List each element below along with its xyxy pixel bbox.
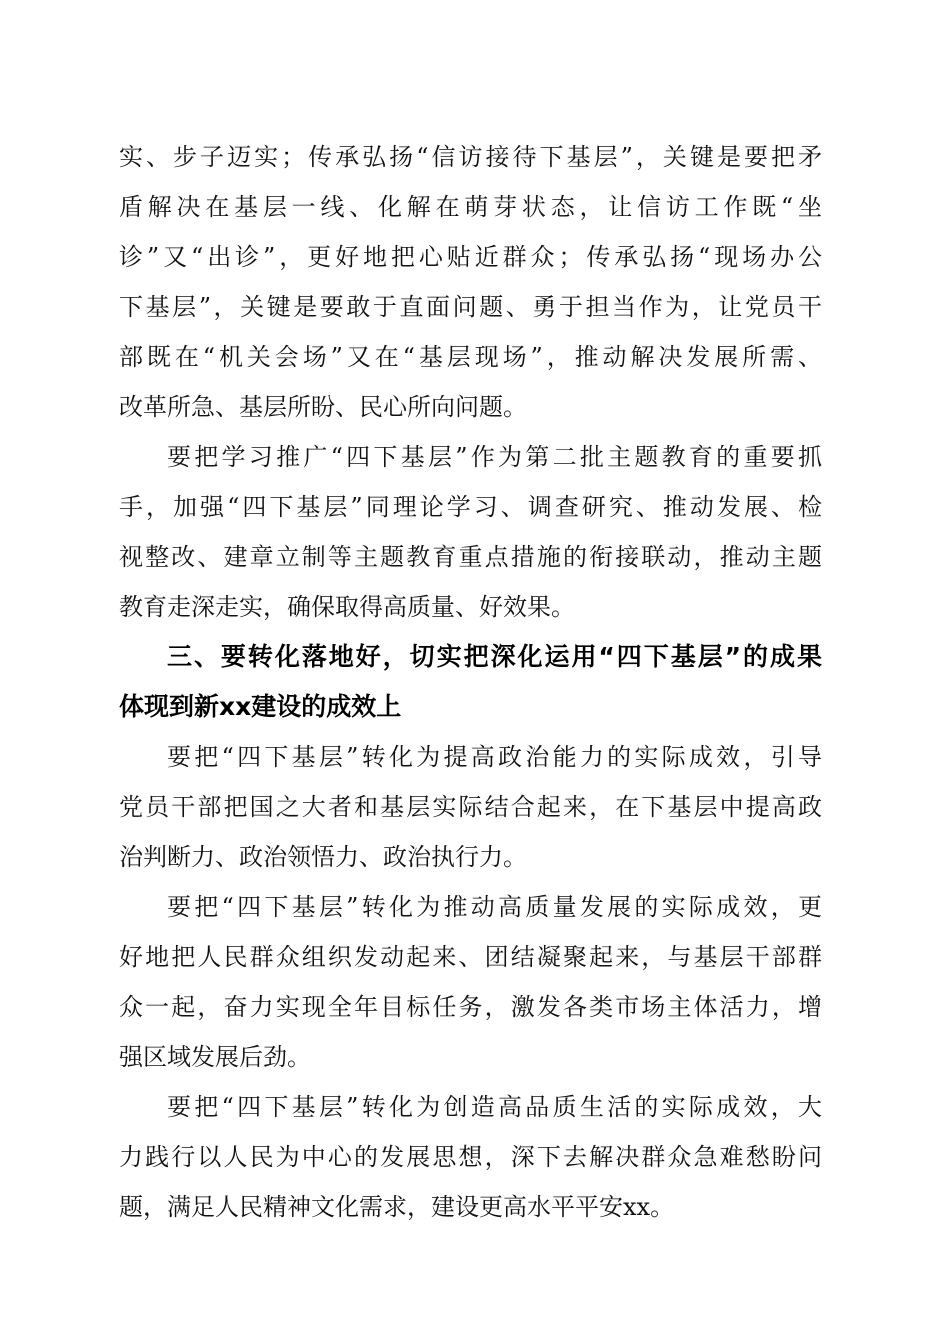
paragraph-4-line-2: 党员干部把国之大者和基层实际结合起来，在下基层中提高政	[119, 793, 822, 821]
paragraph-5-line-3: 众一起，奋力实现全年目标任务，激发各类市场主体活力，增	[119, 993, 822, 1021]
paragraph-1-line-4: 下基层”，关键是要敢于直面问题、勇于担当作为，让党员干	[119, 293, 822, 321]
paragraph-2-line-2: 手，加强“四下基层”同理论学习、调查研究、推动发展、检	[119, 493, 822, 521]
paragraph-1-line-1: 实、步子迈实；传承弘扬“信访接待下基层”，关键是要把矛	[119, 143, 822, 171]
paragraph-1-line-6: 改革所急、基层所盼、民心所向问题。	[119, 393, 527, 421]
paragraph-2-line-3: 视整改、建章立制等主题教育重点措施的衔接联动，推动主题	[119, 543, 822, 571]
paragraph-5-line-2: 好地把人民群众组织发动起来、团结凝聚起来，与基层干部群	[119, 943, 822, 971]
section-heading-3-line-1: 三、要转化落地好，切实把深化运用“四下基层”的成果	[167, 642, 822, 671]
paragraph-2-line-1: 要把学习推广“四下基层”作为第二批主题教育的重要抓	[167, 443, 822, 471]
paragraph-6-line-1: 要把“四下基层”转化为创造高品质生活的实际成效，大	[167, 1093, 822, 1121]
paragraph-6-line-3: 题，满足人民精神文化需求，建设更高水平平安xx。	[119, 1193, 675, 1221]
paragraph-1-line-2: 盾解决在基层一线、化解在萌芽状态，让信访工作既“坐	[119, 193, 822, 221]
paragraph-5-line-4: 强区域发展后劲。	[119, 1043, 311, 1071]
section-heading-3-line-2: 体现到新xx建设的成效上	[119, 692, 402, 721]
paragraph-4-line-1: 要把“四下基层”转化为提高政治能力的实际成效，引导	[167, 743, 822, 771]
paragraph-6-line-2: 力践行以人民为中心的发展思想，深下去解决群众急难愁盼问	[119, 1143, 822, 1171]
paragraph-4-line-3: 治判断力、政治领悟力、政治执行力。	[119, 843, 527, 871]
paragraph-5-line-1: 要把“四下基层”转化为推动高质量发展的实际成效，更	[167, 893, 822, 921]
paragraph-1-line-5: 部既在“机关会场”又在“基层现场”，推动解决发展所需、	[119, 343, 822, 371]
paragraph-1-line-3: 诊”又“出诊”，更好地把心贴近群众；传承弘扬“现场办公	[119, 243, 822, 271]
paragraph-2-line-4: 教育走深走实，确保取得高质量、好效果。	[119, 593, 575, 621]
